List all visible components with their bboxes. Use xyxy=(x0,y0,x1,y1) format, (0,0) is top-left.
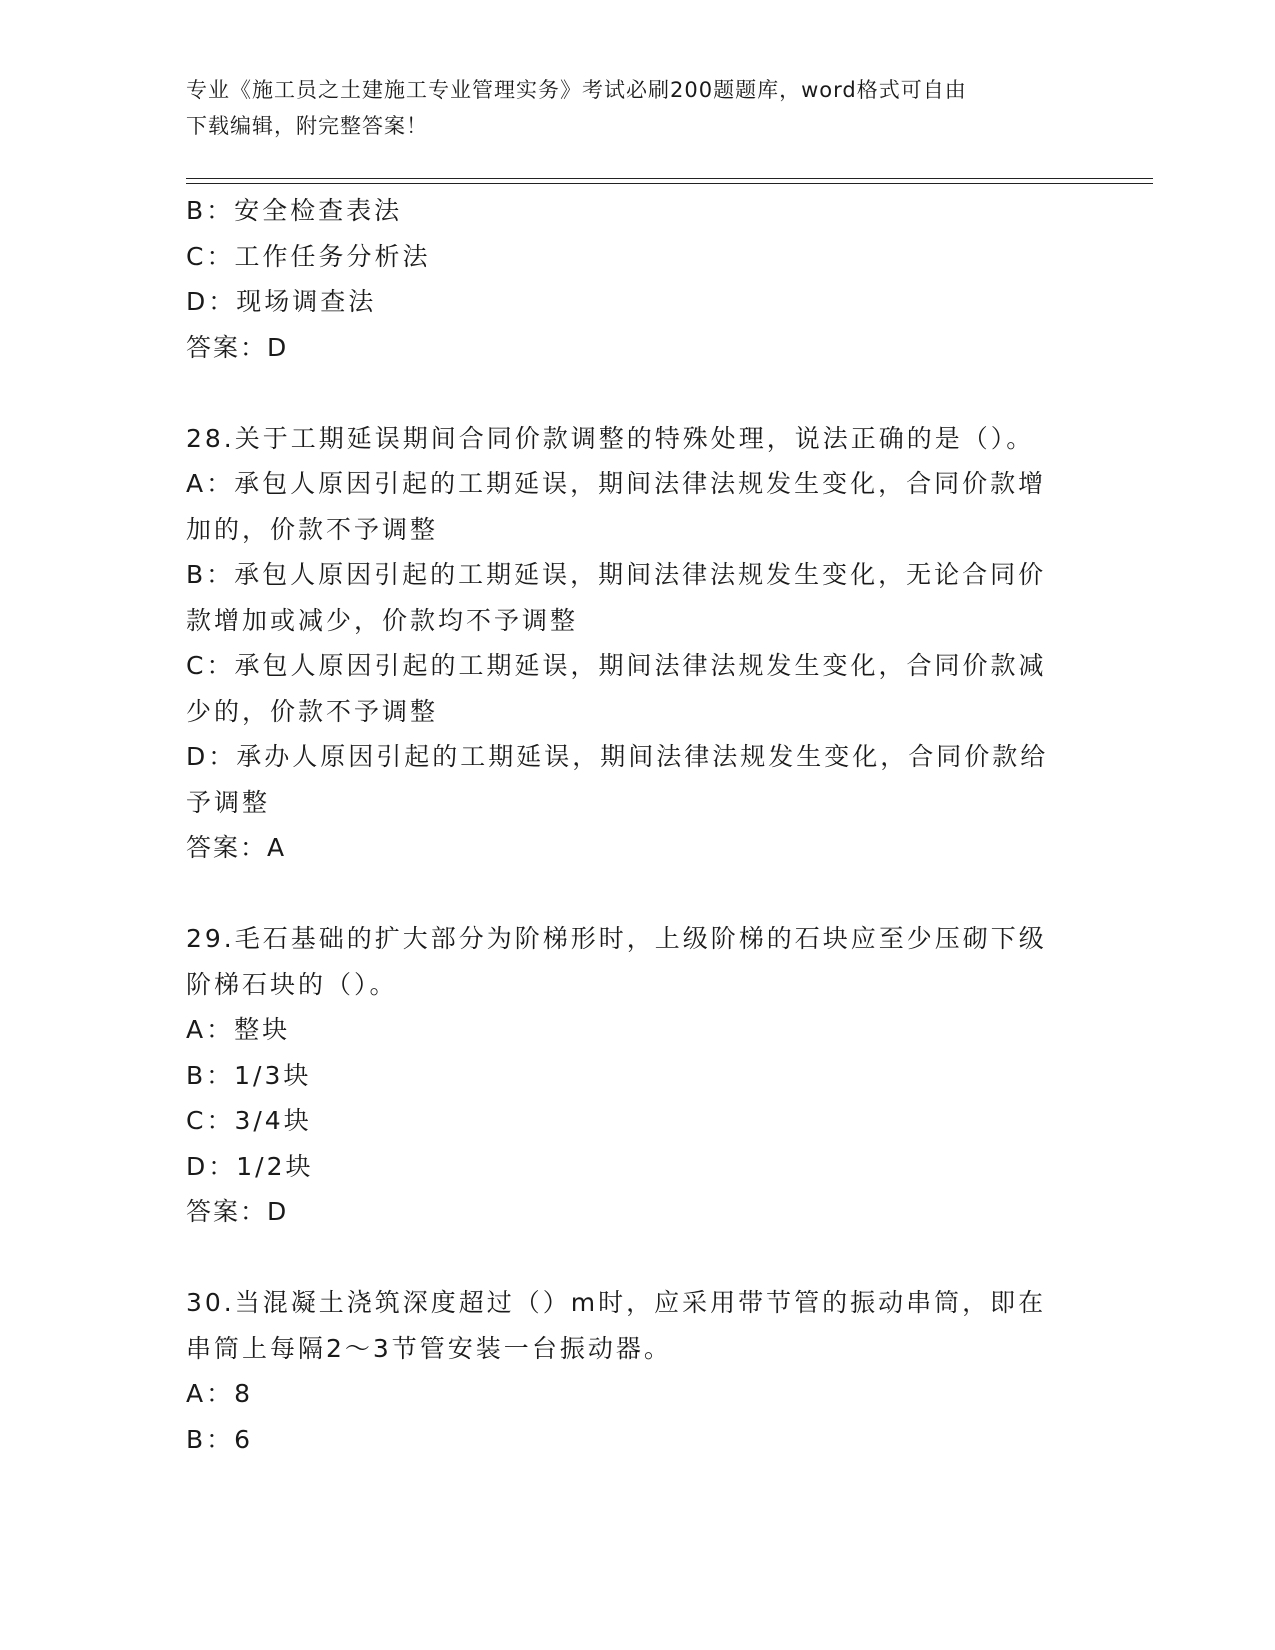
spacer xyxy=(186,871,1086,917)
option-c: C：工作任务分析法 xyxy=(186,241,431,271)
option-d-cont: 予调整 xyxy=(186,787,271,817)
option-b: B：6 xyxy=(186,1424,254,1454)
option-a-cont: 加的，价款不予调整 xyxy=(186,514,439,544)
spacer xyxy=(186,1235,1086,1281)
question-29 xyxy=(186,916,1086,1235)
page-header xyxy=(186,72,1066,144)
header-divider-bottom xyxy=(186,183,1153,184)
question-content xyxy=(186,188,1086,1462)
option-b: B：安全检查表法 xyxy=(186,196,403,225)
option-d: D：承办人原因引起的工期延误，期间法律法规发生变化，合同价款给 xyxy=(186,742,1049,771)
answer: 答案：D xyxy=(186,1197,289,1226)
answer: 答案：A xyxy=(186,833,287,862)
option-a: A：整块 xyxy=(186,1015,291,1044)
question-30 xyxy=(186,1280,1086,1462)
option-c: C：3/4块 xyxy=(186,1106,312,1135)
answer: 答案：D xyxy=(186,332,289,362)
header-line-2: 下载编辑，附完整答案！ xyxy=(186,114,428,138)
option-d: D：现场调查法 xyxy=(186,287,377,316)
option-c-cont: 少的，价款不予调整 xyxy=(186,696,439,726)
question-27-tail xyxy=(186,188,1086,370)
option-b: B：1/3块 xyxy=(186,1060,312,1090)
option-a: A：承包人原因引起的工期延误，期间法律法规发生变化，合同价款增 xyxy=(186,469,1047,498)
option-c: C：承包人原因引起的工期延误，期间法律法规发生变化，合同价款减 xyxy=(186,651,1047,680)
question-stem: 28.关于工期延误期间合同价款调整的特殊处理，说法正确的是（）。 xyxy=(186,423,1035,453)
question-stem: 30.当混凝土浇筑深度超过（）m时，应采用带节管的振动串筒，即在 xyxy=(186,1288,1047,1317)
option-a: A：8 xyxy=(186,1379,254,1408)
spacer xyxy=(186,370,1086,416)
question-stem: 29.毛石基础的扩大部分为阶梯形时，上级阶梯的石块应至少压砌下级 xyxy=(186,924,1047,953)
option-b: B：承包人原因引起的工期延误，期间法律法规发生变化，无论合同价 xyxy=(186,560,1047,589)
option-d: D：1/2块 xyxy=(186,1151,314,1181)
question-stem-cont: 阶梯石块的（）。 xyxy=(186,969,398,999)
header-divider-top xyxy=(186,178,1153,179)
header-line-1: 专业《施工员之土建施工专业管理实务》考试必刷200题题库，word格式可自由 xyxy=(186,78,967,102)
question-stem-cont: 串筒上每隔2～3节管安装一台振动器。 xyxy=(186,1333,672,1363)
question-28 xyxy=(186,416,1086,871)
option-b-cont: 款增加或减少，价款均不予调整 xyxy=(186,605,579,635)
